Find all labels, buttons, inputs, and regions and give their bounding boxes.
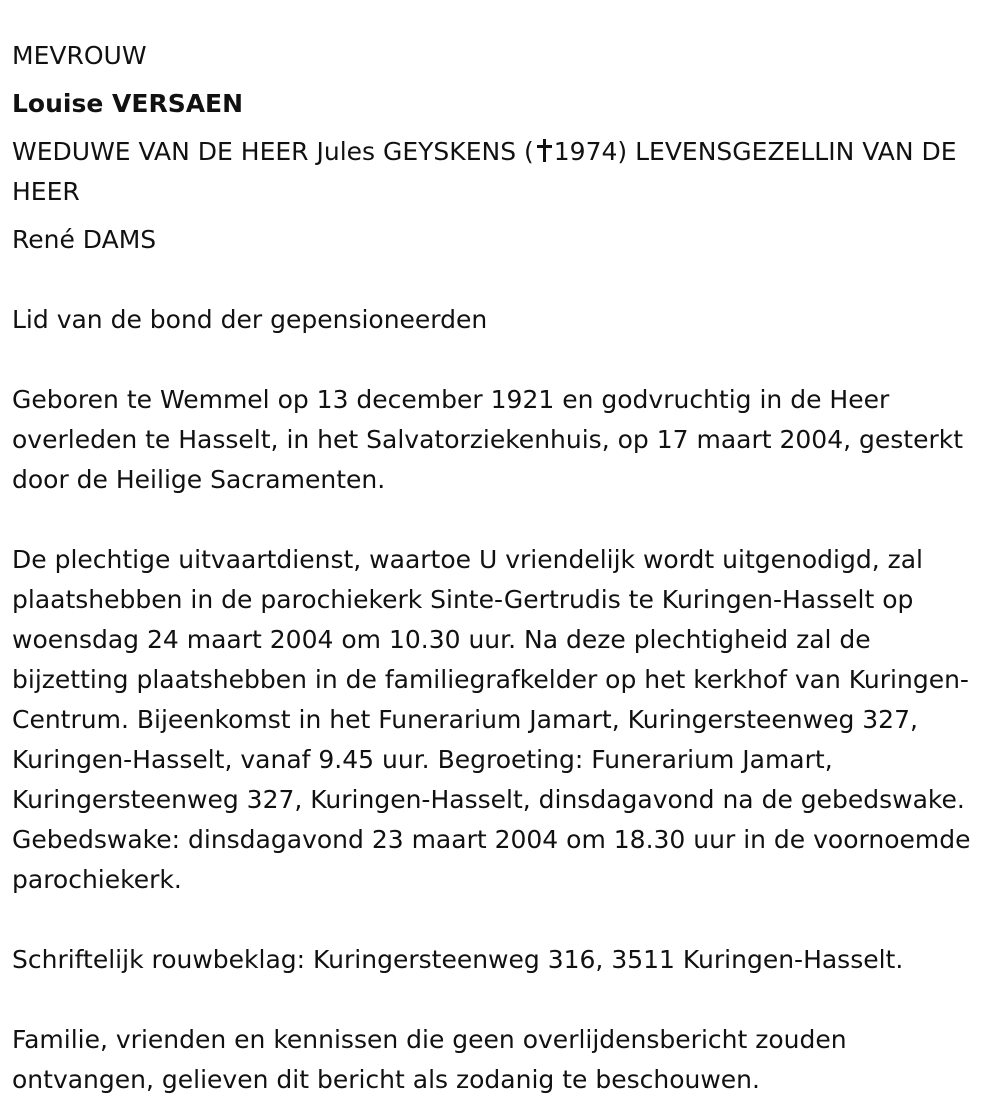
relation-statement <box>12 132 988 212</box>
spacer <box>12 500 988 540</box>
birth-death-paragraph: Geboren te Wemmel op 13 december 1921 en godvruchtig in de Heer overleden te Hasselt, in het Salvatorziekenhuis, op 17 maart 2004, gesterkt door de Heilige Sacramenten. <box>12 385 964 494</box>
spacer <box>12 980 988 1020</box>
spacer <box>12 340 988 380</box>
honorific-title: MEVROUW <box>12 41 147 70</box>
membership-text: Lid van de bond der gepensioneerden <box>12 305 488 334</box>
partner-name: René DAMS <box>12 225 157 254</box>
closing-paragraph: Familie, vrienden en kennissen die geen overlijdensbericht zouden ontvangen, gelieven dit bericht als zodanig te beschouwen. <box>12 1025 847 1094</box>
spacer <box>12 900 988 940</box>
condolence-address: Schriftelijk rouwbeklag: Kuringersteenweg 316, 3511 Kuringen-Hasselt. <box>12 945 904 974</box>
relation-text-after: 1974) LEVENSGEZELLIN VAN DE HEER <box>12 137 957 206</box>
deceased-name: Louise VERSAEN <box>12 89 244 118</box>
relation-text-before: WEDUWE VAN DE HEER Jules GEYSKENS ( <box>12 137 534 166</box>
latin-cross-icon <box>536 138 552 162</box>
funeral-paragraph: De plechtige uitvaartdienst, waartoe U vriendelijk wordt uitgenodigd, zal plaatshebben in de parochiekerk Sinte-Gertrudis te Kuringen-Hasselt op woensdag 24 maart 2004 om 10.30 uur. Na deze plechtigheid zal de bijzetting plaatshebben in de familiegrafkelder op het kerkhof van Kuringen-Centrum. Bijeenkomst in het Funerarium Jamart, Kuringersteenweg 327, Kuringen-Hasselt, vanaf 9.45 uur. Begroeting: Funerarium Jamart, Kuringersteenweg 327, Kuringen-Hasselt, dinsdagavond na de gebedswake. Gebedswake: dinsdagavond 23 maart 2004 om 18.30 uur in de voornoemde parochiekerk. <box>12 545 971 894</box>
spacer <box>12 260 988 300</box>
